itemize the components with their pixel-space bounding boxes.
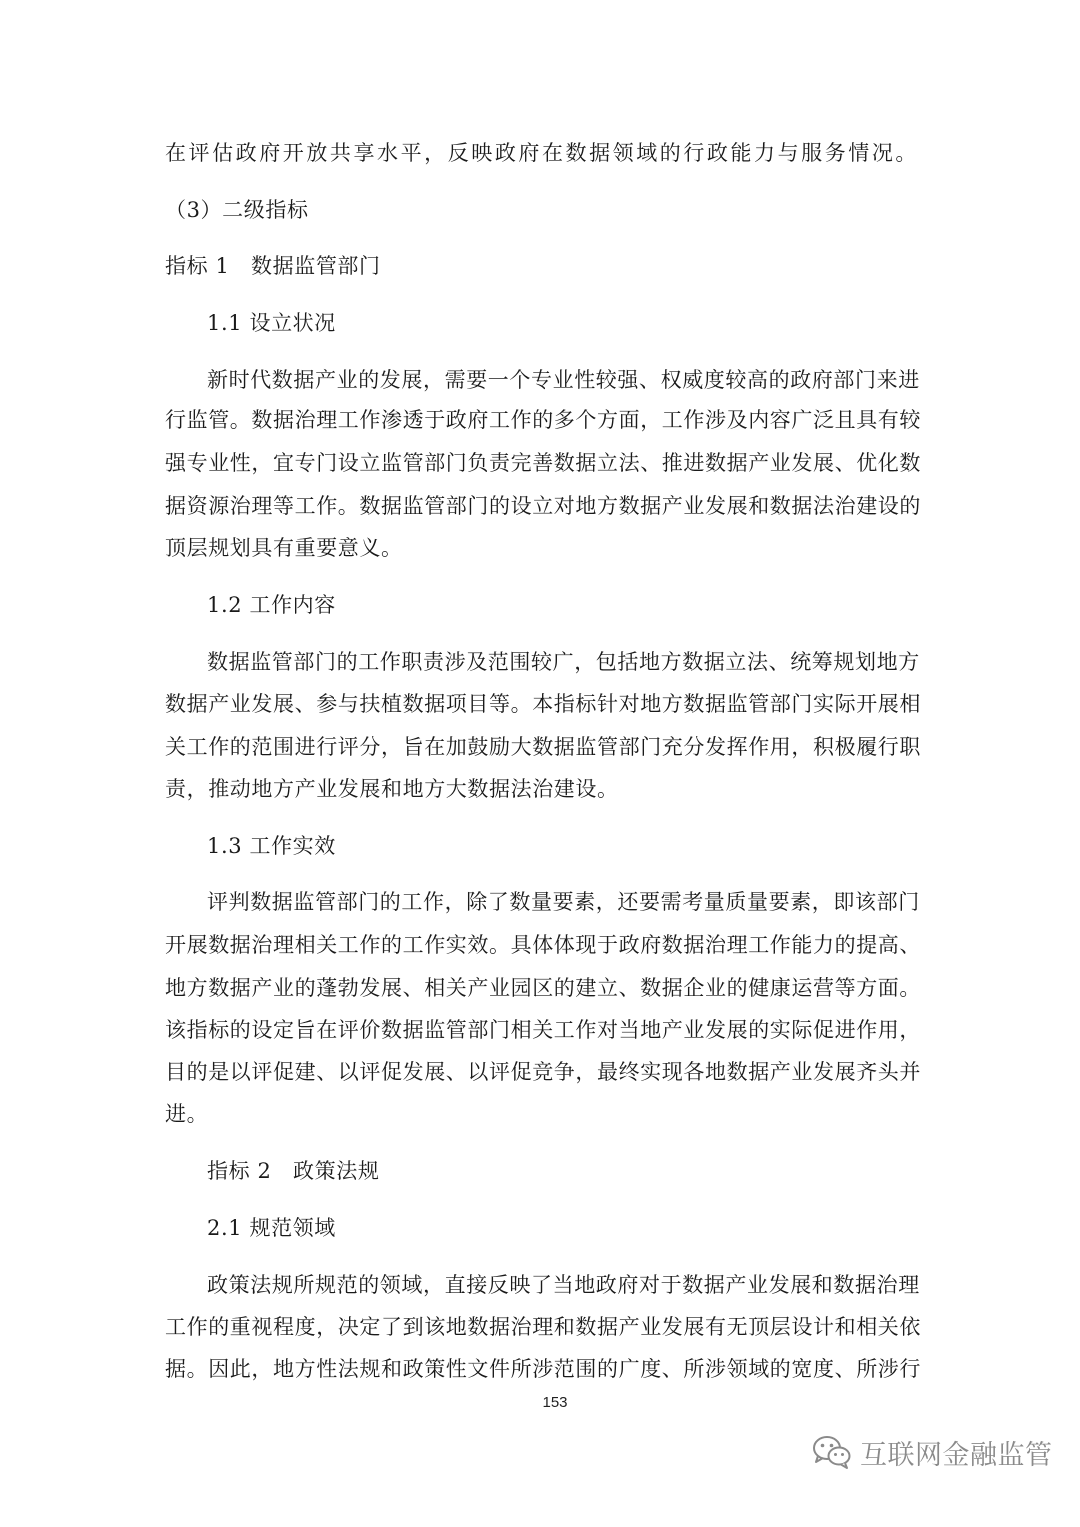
paragraph-line: 地方数据产业的蓬勃发展、相关产业园区的建立、数据企业的健康运营等方面。 <box>165 976 921 1000</box>
paragraph-line: 评判数据监管部门的工作，除了数量要素，还要需考量质量要素，即该部门 <box>207 890 920 914</box>
page-number: 153 <box>542 1394 568 1411</box>
paragraph-line: 数据产业发展、参与扶植数据项目等。本指标针对地方数据监管部门实际开展相 <box>165 692 921 716</box>
indicator-heading-1: 指标 1 数据监管部门 <box>165 254 381 278</box>
paragraph-line: 该指标的设定旨在评价数据监管部门相关工作对当地产业发展的实际促进作用， <box>165 1018 921 1042</box>
paragraph-line: 数据监管部门的工作职责涉及范围较广，包括地方数据立法、统筹规划地方 <box>207 650 920 674</box>
paragraph-line: 责，推动地方产业发展和地方大数据法治建设。 <box>165 777 619 801</box>
paragraph-line: 顶层规划具有重要意义。 <box>165 536 403 560</box>
paragraph-line: 政策法规所规范的领域，直接反映了当地政府对于数据产业发展和数据治理 <box>207 1273 920 1297</box>
watermark <box>812 1432 1053 1472</box>
paragraph-line: 工作的重视程度，决定了到该地数据治理和数据产业发展有无顶层设计和相关依 <box>165 1315 921 1339</box>
paragraph-line: 行监管。数据治理工作渗透于政府工作的多个方面，工作涉及内容广泛且具有较 <box>165 408 921 432</box>
section-heading-secondary-indicators: （3）二级指标 <box>165 198 309 222</box>
wechat-icon <box>812 1434 852 1470</box>
subheading-1-3: 1.3 工作实效 <box>207 834 336 858</box>
paragraph-line: 新时代数据产业的发展，需要一个专业性较强、权威度较高的政府部门来进 <box>207 368 920 392</box>
paragraph-line: 关工作的范围进行评分，旨在加鼓励大数据监管部门充分发挥作用，积极履行职 <box>165 735 921 759</box>
subheading-2-1: 2.1 规范领域 <box>207 1216 336 1240</box>
paragraph-line: 强专业性，宜专门设立监管部门负责完善数据立法、推进数据产业发展、优化数 <box>165 451 921 475</box>
watermark-text: 互联网金融监管 <box>860 1439 1053 1471</box>
subheading-1-1: 1.1 设立状况 <box>207 311 336 335</box>
subheading-1-2: 1.2 工作内容 <box>207 593 336 617</box>
paragraph-line: 开展数据治理相关工作的工作实效。具体体现于政府数据治理工作能力的提高、 <box>165 933 921 957</box>
indicator-heading-2: 指标 2 政策法规 <box>207 1159 380 1183</box>
paragraph-line: 据。因此，地方性法规和政策性文件所涉范围的广度、所涉领域的宽度、所涉行 <box>165 1357 921 1381</box>
paragraph-line: 在评估政府开放共享水平，反映政府在数据领域的行政能力与服务情况。 <box>165 141 917 165</box>
paragraph-line: 进。 <box>165 1102 209 1126</box>
paragraph-line: 据资源治理等工作。数据监管部门的设立对地方数据产业发展和数据法治建设的 <box>165 494 921 518</box>
paragraph-line: 目的是以评促建、以评促发展、以评促竞争，最终实现各地数据产业发展齐头并 <box>165 1060 921 1084</box>
